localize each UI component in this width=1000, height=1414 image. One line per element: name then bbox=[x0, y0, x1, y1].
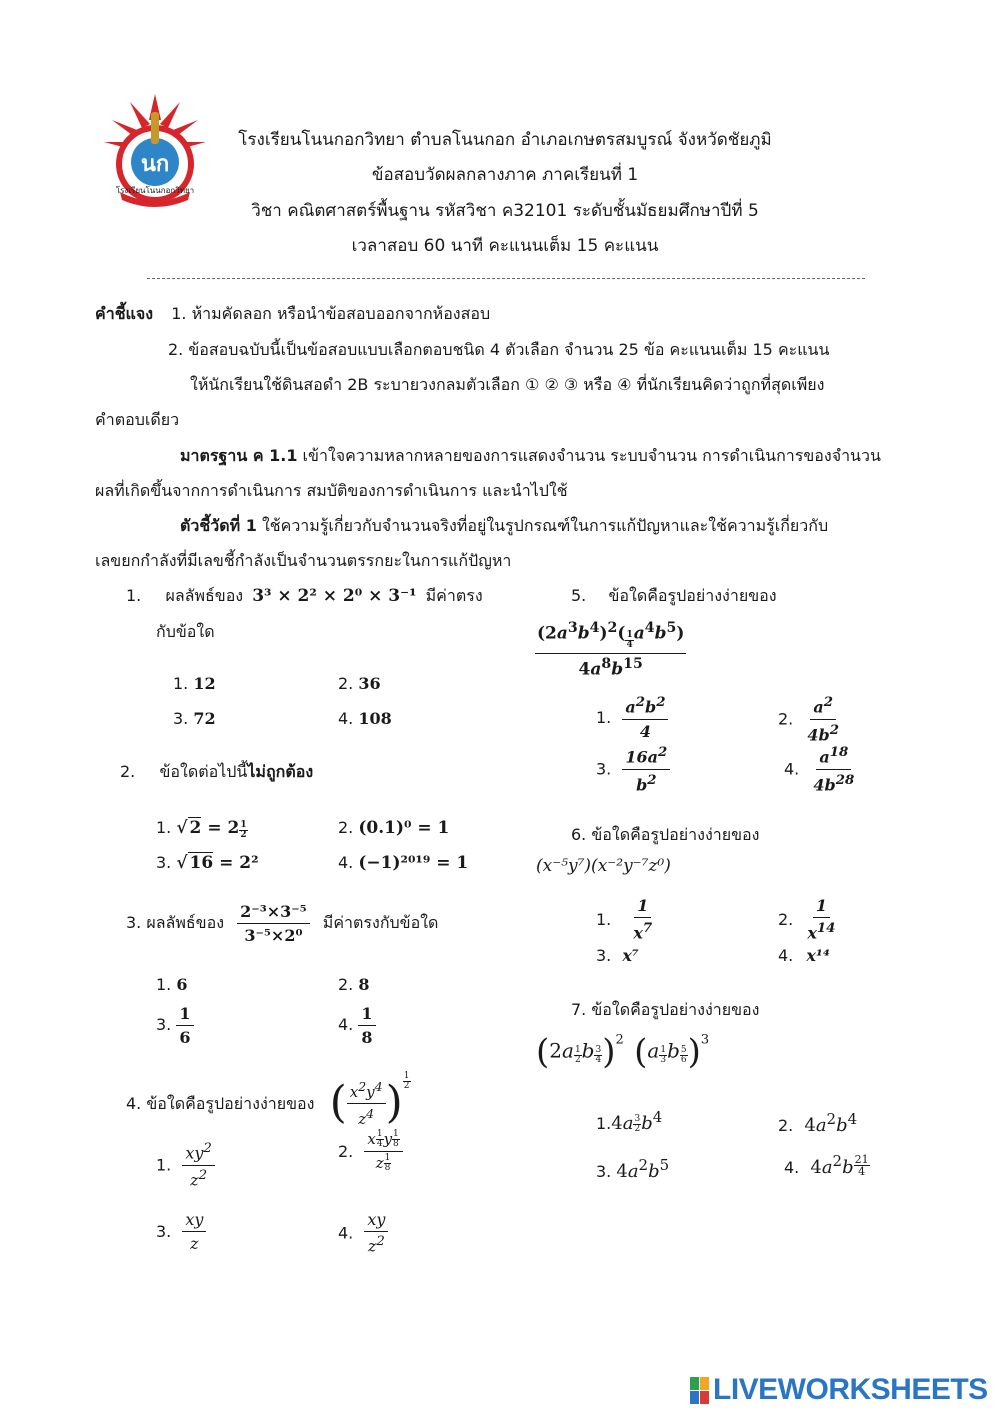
q1-choice-3[interactable]: 3. 72 bbox=[173, 709, 216, 728]
header-divider bbox=[147, 278, 865, 279]
instruction-item-2-cont: ให้นักเรียนใช้ดินสอดำ 2B ระบายวงกลมตัวเลือก ① ② ③ หรือ ④ ที่นักเรียนคิดว่าถูกที่สุดเพียง bbox=[190, 375, 825, 394]
q2-choice-3[interactable]: 3. √ 16 = 2² bbox=[156, 853, 259, 873]
indicator-text-cont: เลขยกกำลังที่มีเลขชี้กำลังเป็นจำนวนตรรกยะในการแก้ปัญหา bbox=[95, 551, 512, 570]
q5-choice-2[interactable]: 2. $\frac{a^2}{4b^2}$ bbox=[778, 694, 839, 744]
question-1: 1. ผลลัพธ์ของ 3³ × 2² × 2⁰ × 3⁻¹ มีค่าตรง bbox=[126, 586, 483, 606]
question-3 bbox=[126, 902, 438, 945]
q7-choice-3[interactable]: 3. $4a^2b^5$ bbox=[596, 1156, 670, 1182]
question-2-stem: ข้อใดต่อไปนี้ bbox=[159, 762, 248, 781]
q2-choice-4[interactable]: 4. (−1)²⁰¹⁹ = 1 bbox=[338, 853, 469, 873]
question-5-stem: ข้อใดคือรูปอย่างง่ายของ bbox=[608, 586, 777, 605]
header-time-line: เวลาสอบ 60 นาที คะแนนเต็ม 15 คะแนน bbox=[351, 236, 659, 256]
q3-choice-4[interactable]: 4. $\frac{1}{8}$ bbox=[338, 1004, 376, 1047]
instruction-item-1: 1. ห้ามคัดลอก หรือนำข้อสอบออกจากห้องสอบ bbox=[171, 304, 491, 323]
q3-choice-2[interactable]: 2. 8 bbox=[338, 975, 370, 994]
header-exam-line: ข้อสอบวัดผลกลางภาค ภาคเรียนที่ 1 bbox=[371, 165, 639, 185]
q7-choice-2[interactable]: 2. $4a^2b^4$ bbox=[778, 1110, 858, 1136]
q5-choice-4[interactable]: 4. $\frac{a^{18}}{4b^{28}}$ bbox=[784, 744, 855, 794]
indicator-text: ใช้ความรู้เกี่ยวกับจำนวนจริงที่อยู่ในรูปกรณฑ์ในการแก้ปัญหาและใช้ความรู้เกี่ยวกับ bbox=[256, 516, 829, 535]
instruction-item-2-end: คำตอบเดียว bbox=[95, 410, 180, 429]
school-logo bbox=[100, 92, 210, 207]
question-4: 4. ข้อใดคือรูปอย่างง่ายของ ( $\frac{x^2y^4}{z^4}$ ) $\frac{1}{2}$ bbox=[126, 1071, 410, 1129]
standard-label: มาตรฐาน ค 1.1 bbox=[180, 446, 298, 465]
question-5: 5. ข้อใดคือรูปอย่างง่ายของ bbox=[571, 586, 777, 605]
question-1-stem: ผลลัพธ์ของ bbox=[165, 586, 244, 605]
header-subject-line: วิชา คณิตศาสตร์พื้นฐาน รหัสวิชา ค32101 ระดับชั้นมัธยมศึกษาปีที่ 5 bbox=[251, 201, 759, 221]
question-7: 7. ข้อใดคือรูปอย่างง่ายของ bbox=[571, 1000, 760, 1019]
logo-initials: นก bbox=[140, 152, 170, 177]
question-1-stem-end: มีค่าตรง bbox=[425, 586, 483, 605]
q6-choice-3[interactable]: 3. x⁷ bbox=[596, 946, 639, 965]
liveworksheets-watermark bbox=[690, 1373, 988, 1407]
liveworksheets-brand: LIVEWORKSHEETS bbox=[713, 1373, 988, 1406]
question-4-stem: 4. ข้อใดคือรูปอย่างง่ายของ bbox=[126, 1093, 315, 1113]
q5-choice-1[interactable]: 1. $\frac{a^2b^2}{4}$ bbox=[596, 694, 668, 741]
question-3-stem-end: มีค่าตรงกับข้อใด bbox=[322, 913, 439, 933]
liveworksheets-logo-icon bbox=[690, 1377, 709, 1404]
header-school-line: โรงเรียนโนนกอกวิทยา ตำบลโนนกอก อำเภอเกษตรสมบูรณ์ จังหวัดชัยภูมิ bbox=[238, 130, 772, 150]
standard-text: เข้าใจความหลากหลายของการแสดงจำนวน ระบบจำนวน การดำเนินการของจำนวน bbox=[297, 446, 881, 465]
question-3-denominator: 3⁻⁵×2⁰ bbox=[244, 926, 303, 946]
question-2-stem-bold: ไม่ถูกต้อง bbox=[247, 762, 314, 781]
q4-choice-2[interactable]: 2. x $\frac{1}{4}$ y $\frac{1}{8}$ z $\frac{1}{8}$ bbox=[338, 1130, 403, 1173]
q1-choice-4[interactable]: 4. 108 bbox=[338, 709, 392, 728]
q4-choice-1[interactable]: 1. $\frac{xy^2}{z^2}$ bbox=[156, 1141, 215, 1189]
indicator-label: ตัวชี้วัดที่ 1 bbox=[180, 516, 257, 535]
question-5-expr: $(2a^3b^4)^2$( $\frac{1}{4}$ $a^4b^5$) $4a^8b^{15}$ bbox=[537, 620, 685, 680]
question-1-expr: 3³ × 2² × 2⁰ × 3⁻¹ bbox=[252, 586, 417, 606]
q6-choice-1[interactable]: 1. $\frac{1}{x^7}$ bbox=[596, 896, 653, 943]
question-3-numerator: 2⁻³×3⁻⁵ bbox=[237, 902, 310, 924]
q1-choice-2[interactable]: 2. 36 bbox=[338, 674, 381, 693]
q6-choice-2[interactable]: 2. $\frac{1}{x^{14}}$ bbox=[778, 896, 836, 943]
q7-choice-1[interactable]: 1.4a $\frac{3}{2}$ $b^4$ bbox=[596, 1108, 663, 1134]
instruction-item-2: 2. ข้อสอบฉบับนี้เป็นข้อสอบแบบเลือกตอบชนิด 4 ตัวเลือก จำนวน 25 ข้อ คะแนนเต็ม 15 คะแนน bbox=[168, 340, 830, 359]
question-6: 6. ข้อใดคือรูปอย่างง่ายของ bbox=[571, 825, 760, 844]
question-6-expr: (x⁻⁵y⁷)(x⁻²y⁻⁷z⁰) bbox=[536, 856, 671, 876]
instructions-label: คำชี้แจง bbox=[95, 304, 154, 323]
question-2: 2. ข้อใดต่อไปนี้ไม่ถูกต้อง bbox=[120, 762, 314, 781]
logo-caption: โรงเรียนโนนกอกวิทยา bbox=[115, 186, 195, 195]
question-3-stem: 3. ผลลัพธ์ของ bbox=[126, 913, 225, 933]
standard-text-cont: ผลที่เกิดขึ้นจากการดำเนินการ สมบัติของการดำเนินการ และนำไปใช้ bbox=[95, 481, 568, 500]
q1-choice-1[interactable]: 1. 12 bbox=[173, 674, 216, 693]
q6-choice-4[interactable]: 4. x¹⁴ bbox=[778, 946, 830, 965]
q4-choice-3[interactable]: 3. $\frac{xy}{z}$ bbox=[156, 1210, 206, 1253]
question-1-stem-line2: กับข้อใด bbox=[156, 622, 215, 641]
q3-choice-1[interactable]: 1. 6 bbox=[156, 975, 188, 994]
q2-choice-2[interactable]: 2. (0.1)⁰ = 1 bbox=[338, 818, 450, 838]
q3-choice-3[interactable]: 3. $\frac{1}{6}$ bbox=[156, 1004, 194, 1047]
q7-choice-4[interactable]: 4. $4a^2b$ $\frac{21}{4}$ bbox=[784, 1152, 869, 1178]
q5-choice-3[interactable]: 3. $\frac{16a^2}{b^2}$ bbox=[596, 744, 670, 794]
q2-choice-1[interactable]: 1. √ 2 = 2 $\frac{1}{2}$ bbox=[156, 818, 247, 840]
q4-choice-4[interactable]: 4. $\frac{xy}{z^2}$ bbox=[338, 1210, 388, 1256]
question-7-expr: (2a $\frac{1}{2}$ b $\frac{3}{4}$ )$^2$ (a $\frac{1}{3}$ b $\frac{5}{6}$ )$^3$ bbox=[536, 1032, 710, 1072]
